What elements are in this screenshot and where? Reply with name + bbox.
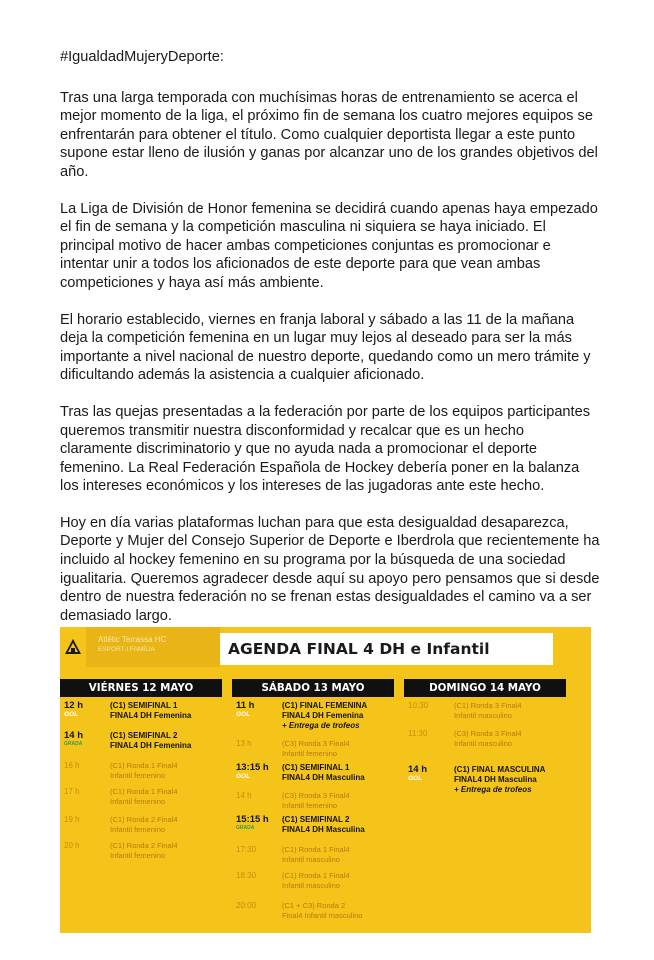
paragraph-2: La Liga de División de Honor femenina se decidirá cuando apenas haya empezado el fin de semana y la competición masculina ni siquiera se haya iniciado. El principal motivo de hacer ambas competiciones conjuntas es promocionar e intentar unir a todos los aficionados de este deporte para que vean ambas competiciones y haya así más ambiente. [60,200,598,291]
club-logo-icon [60,627,86,667]
event-subtitle: Infantil femenino [282,801,338,810]
event-time: 11:30 [408,729,428,738]
event-subtitle: FINAL4 DH Femenina [110,741,192,750]
sponsor-logo: GOL [64,711,79,718]
sponsor-logo: GOL [408,775,423,782]
event-subtitle: FINAL4 DH Masculina [454,775,537,784]
event-title: (C1) Ronda 3 Final4 [454,701,522,710]
day-header: VIÉRNES 12 MAYO [60,679,222,697]
event-note: + Entrega de trofeos [454,785,532,794]
event-subtitle: Infantil femenino [110,851,166,860]
event-subtitle: FINAL4 DH Masculina [282,825,365,834]
day-column-domingo-14-mayo [404,679,566,794]
paragraph-4: Tras las quejas presentadas a la federación por parte de los equipos participantes queremos transmitir nuestra disconformidad y recalcar que es un hecho claramente discriminatorio y que no ayuda nada a promocionar el deporte femenino. La Real Federación Española de Hockey debería poner en la balanza los intereses económicos y los intereses de las jugadoras ante este hecho. [60,403,591,495]
event-title: (C3) Ronda 3 Final4 [454,729,522,738]
sponsor-logo: GRADA [236,825,255,831]
day-header: SÁBADO 13 MAYO [232,679,394,697]
paragraph-3: El horario establecido, viernes en franja laboral y sábado a las 11 de la mañana deja la competición femenina en un lugar muy lejos al deseado para ser la más importante a nivel nacional de nuestro deporte, quedando como un mero trámite y dificultando además la asistencia a cualquier aficionado. [60,311,591,384]
event-subtitle: Final4 Infantil masculino [282,911,363,920]
event-title: (C1) SEMIFINAL 1 [110,701,178,710]
event-title: (C1) Ronda 2 Final4 [110,815,178,824]
event-title: (C1) Ronda 1 Final4 [282,845,350,854]
hashtag-heading: #IgualdadMujeryDeporte: [60,49,224,65]
event-time: 11 h [236,700,255,711]
event-title: (C1) FINAL FEMENINA [282,701,368,710]
event-time: 14 h [408,764,428,775]
day-column-viernes-12-mayo [60,679,222,860]
event-title: (C3) Ronda 3 Final4 [282,739,350,748]
sponsor-logo: GOL [236,773,251,780]
event-title: (C1) SEMIFINAL 1 [282,763,350,772]
event-title: (C1) SEMIFINAL 2 [282,815,350,824]
event-time: 20:00 [236,901,257,910]
club-name-block [86,627,220,667]
club-motto: ESPORT I FAMÍLIA [98,646,155,653]
event-time: 13 h [236,739,252,748]
event-time: 12 h [64,700,84,711]
event-note: + Entrega de trofeos [282,721,360,730]
event-time: 17 h [64,787,80,796]
event-title: (C1) Ronda 1 Final4 [282,871,350,880]
event-subtitle: FINAL4 DH Femenina [282,711,364,720]
paragraph-5: Hoy en día varias plataformas luchan para que esta desigualdad desaparezca, Deporte y Mujer del Consejo Superior de Deporte e Iberdrola que recientemente ha incluido al hockey femenino en su programa por la búsqueda de una sociedad igualitaria. Queremos agradecer desde aquí su apoyo pero pensamos que si desde dentro de nuestra federación no se frenan estas desigualdades el camino va a ser demasiado largo. [60,514,600,624]
event-time: 18:30 [236,871,257,880]
agenda-poster [60,627,591,933]
agenda-title: AGENDA FINAL 4 DH e Infantil [220,633,553,665]
event-time: 14 h [64,730,84,741]
event-time: 16 h [64,761,80,770]
event-subtitle: FINAL4 DH Femenina [110,711,192,720]
event-time: 19 h [64,815,80,824]
event-title: (C1) Ronda 1 Final4 [110,761,178,770]
event-subtitle: Infantil femenino [282,749,338,758]
event-subtitle: Infantil femenino [110,825,166,834]
club-name: Atlètic Terrassa HC [98,635,167,644]
event-subtitle: Infantil masculino [282,855,340,864]
day-header: DOMINGO 14 MAYO [404,679,566,697]
sponsor-logo: GRADA [64,741,83,747]
event-time: 17:30 [236,845,257,854]
paragraph-1: Tras una larga temporada con muchísimas horas de entrenamiento se acerca el mejor momento de la liga, el próximo fin de semana los cuatro mejores equipos se enfrentarán para obtener el título. Como cualquier deportista llegar a este punto supone estar lleno de ilusión y ganas por alcanzar uno de los grandes objetivos del año. [60,89,598,180]
event-time: 10:30 [408,701,429,710]
event-subtitle: Infantil masculino [454,711,512,720]
event-title: (C1) SEMIFINAL 2 [110,731,178,740]
event-time: 13:15 h [236,762,269,773]
event-title: (C1) Ronda 1 Final4 [110,787,178,796]
agenda-header [60,627,591,667]
event-title: (C1) Ronda 2 Final4 [110,841,178,850]
event-subtitle: Infantil masculino [454,739,512,748]
day-column-sabado-13-mayo [232,679,394,920]
event-time: 15:15 h [236,814,269,825]
event-subtitle: Infantil femenino [110,797,166,806]
event-title: (C1) FINAL MASCULINA [454,765,546,774]
event-title: (C1 + C3) Ronda 2 [282,901,346,910]
statement-document [60,48,600,643]
event-title: (C3) Ronda 3 Final4 [282,791,350,800]
event-subtitle: FINAL4 DH Masculina [282,773,365,782]
event-time: 14 h [236,791,252,800]
event-subtitle: Infantil masculino [282,881,340,890]
event-subtitle: Infantil femenino [110,771,166,780]
sponsor-logo: GOL [236,711,251,718]
event-time: 20 h [64,841,80,850]
